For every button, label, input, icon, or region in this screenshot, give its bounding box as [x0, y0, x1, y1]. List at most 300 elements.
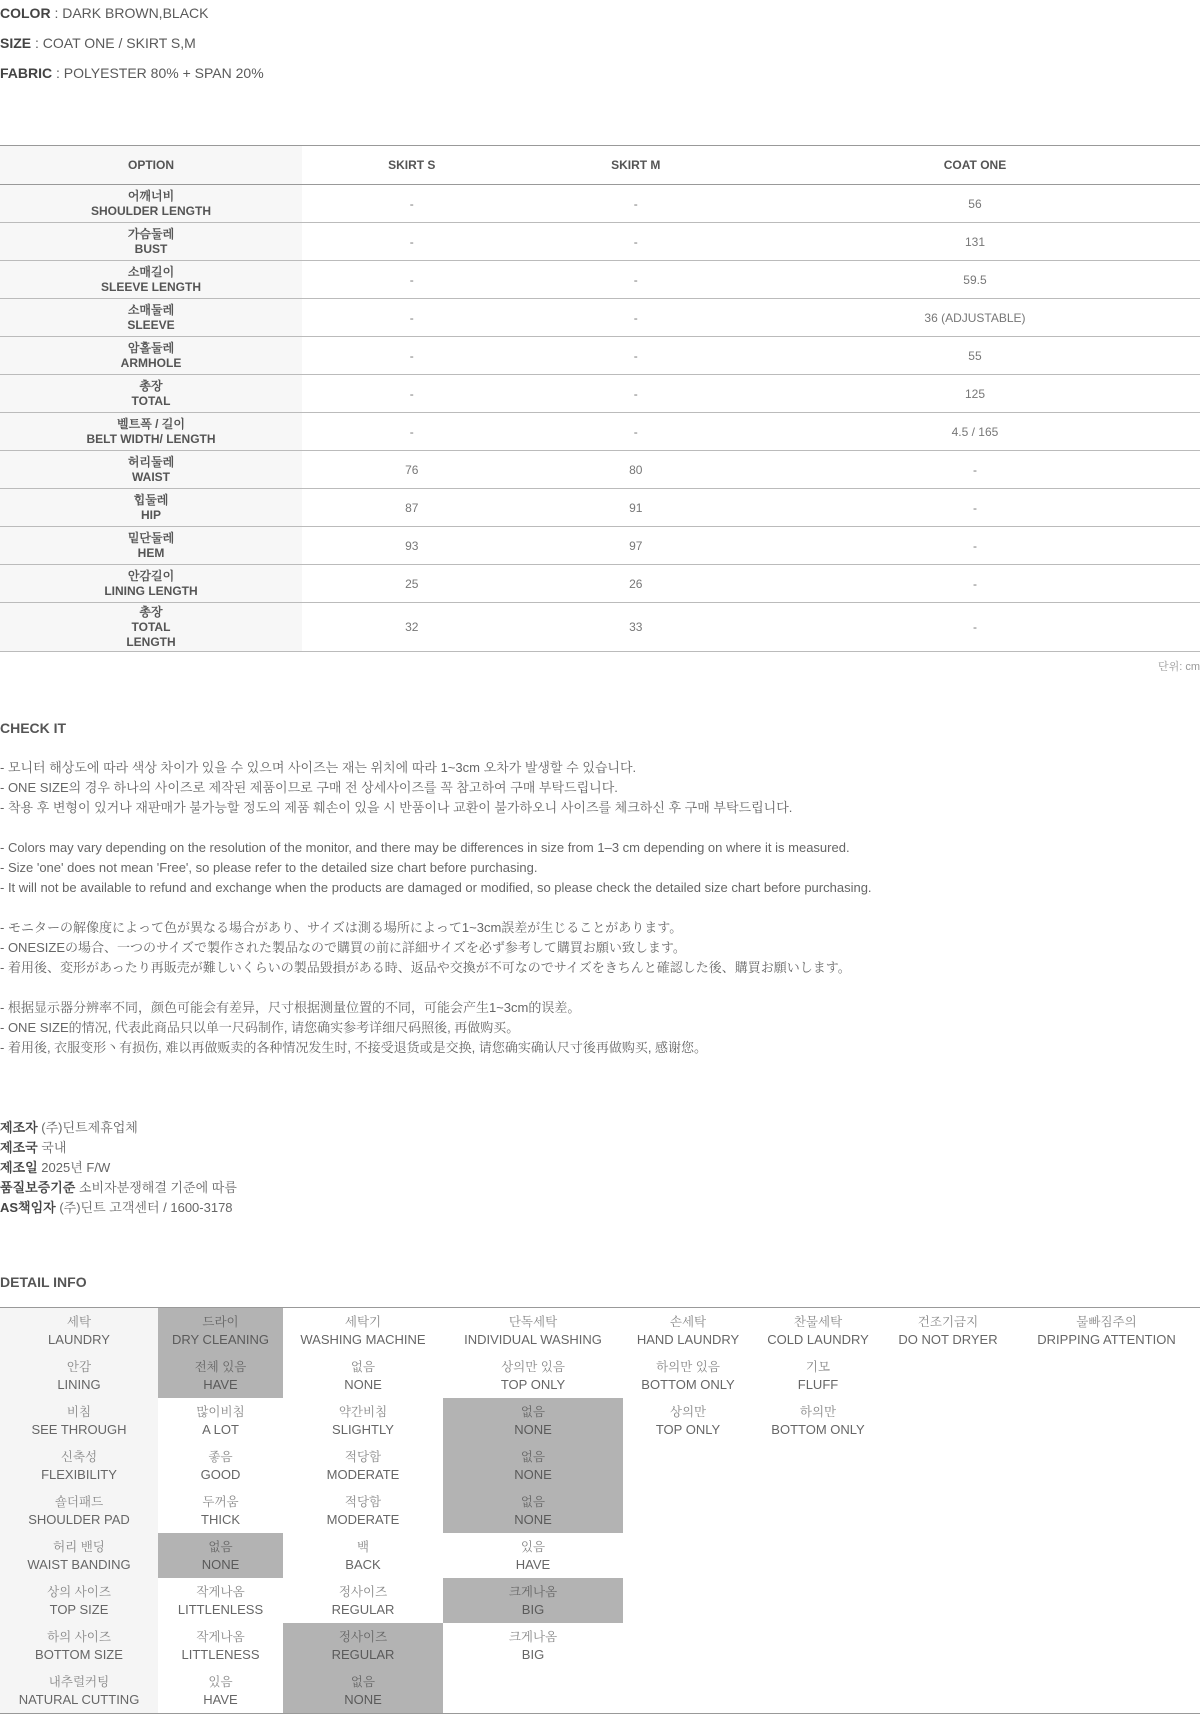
detail-option — [1013, 1488, 1200, 1533]
detail-option-en: MODERATE — [326, 1466, 400, 1482]
size-cell: - — [302, 413, 522, 451]
detail-option — [883, 1533, 1013, 1578]
size-cell: 76 — [302, 451, 522, 489]
detail-option — [623, 1533, 753, 1578]
check-line: - 着用後、変形があったり再販売が難しいくらいの製品毀損がある時、返品や交換が不可なのでサイズをきちんと確認した後、購買お願いします。 — [0, 960, 851, 975]
detail-option-ko: 건조기금지 — [917, 1314, 979, 1329]
detail-option-ko: 찬물세탁 — [793, 1314, 843, 1329]
detail-option — [1013, 1533, 1200, 1578]
size-row-label — [0, 185, 302, 223]
size-cell: 87 — [302, 489, 522, 527]
detail-option-ko: 하의만 있음 — [656, 1359, 720, 1374]
detail-row-label — [0, 1398, 158, 1443]
size-cell: - — [750, 565, 1200, 603]
detail-label-en: SHOULDER PAD — [28, 1511, 130, 1527]
size-cell: 4.5 / 165 — [750, 413, 1200, 451]
check-it-notes — [0, 758, 1200, 1078]
detail-option — [1013, 1623, 1200, 1668]
detail-label-ko: 안감 — [66, 1359, 92, 1374]
size-table — [0, 145, 1200, 652]
detail-option-ko: 없음 — [520, 1494, 546, 1509]
size-row-label — [0, 375, 302, 413]
manufacturer-label: 제조자 — [0, 1120, 38, 1135]
detail-option — [883, 1578, 1013, 1623]
size-label-en: LINING LENGTH — [104, 583, 198, 598]
size-label-ko: 힙둘레 — [133, 492, 169, 507]
spec-label: SIZE — [0, 35, 32, 51]
size-cell: - — [302, 185, 522, 223]
detail-option — [443, 1353, 623, 1398]
detail-option-ko: 백 — [356, 1539, 370, 1554]
size-cell: - — [522, 261, 750, 299]
size-label-en: TOTAL — [131, 393, 171, 408]
size-label-ko: 안감길이 — [127, 568, 175, 583]
size-cell: 26 — [522, 565, 750, 603]
detail-option — [283, 1353, 443, 1398]
detail-option-en: REGULAR — [331, 1601, 395, 1617]
detail-option — [443, 1308, 623, 1354]
detail-option-ko: 없음 — [350, 1674, 376, 1689]
size-cell: - — [522, 185, 750, 223]
check-line: - ONE SIZE의 경우 하나의 사이즈로 제작된 제품이므로 구매 전 상세사이즈를 꼭 참고하여 구매 부탁드립니다. — [0, 780, 618, 795]
detail-option — [1013, 1668, 1200, 1714]
size-cell: 25 — [302, 565, 522, 603]
size-label-en: TOTAL — [131, 619, 171, 634]
size-cell: 125 — [750, 375, 1200, 413]
detail-option — [753, 1533, 883, 1578]
size-label-ko: 소매길이 — [127, 264, 175, 279]
size-row-label — [0, 527, 302, 565]
size-cell: 33 — [522, 603, 750, 652]
detail-option-en: INDIVIDUAL WASHING — [464, 1331, 602, 1347]
size-label-en: BELT WIDTH/ LENGTH — [86, 431, 216, 446]
detail-option-ko: 정사이즈 — [338, 1584, 388, 1599]
check-group — [0, 918, 1200, 978]
detail-row — [0, 1578, 1200, 1623]
detail-option-en: NONE — [344, 1376, 382, 1392]
detail-option-en: DO NOT DRYER — [898, 1331, 998, 1347]
detail-option-en: BACK — [345, 1556, 381, 1572]
manufacturer-label: AS책임자 — [0, 1200, 56, 1215]
detail-option-ko: 있음 — [208, 1674, 233, 1689]
detail-option — [623, 1353, 753, 1398]
manufacturer-value: (주)딘트 고객센터 / 1600-3178 — [55, 1200, 233, 1215]
detail-option-ko: 있음 — [520, 1539, 546, 1554]
size-label-en: WAIST — [132, 469, 170, 484]
detail-option-ko: 좋음 — [208, 1449, 233, 1464]
detail-option-ko: 하의만 — [799, 1404, 837, 1419]
manufacturer-row — [0, 1178, 237, 1198]
manufacturer-info — [0, 1118, 237, 1218]
detail-option-ko: 크게나옴 — [508, 1584, 558, 1599]
detail-row — [0, 1398, 1200, 1443]
detail-option-ko: 정사이즈 — [338, 1629, 388, 1644]
detail-option-ko: 적당함 — [344, 1449, 382, 1464]
manufacturer-value: 소비자분쟁해결 기준에 따름 — [75, 1180, 237, 1195]
detail-option-en: DRY CLEANING — [171, 1331, 270, 1347]
detail-option — [623, 1398, 753, 1443]
detail-label-en: TOP SIZE — [49, 1601, 109, 1617]
detail-option — [283, 1398, 443, 1443]
size-cell: - — [750, 451, 1200, 489]
detail-option — [158, 1578, 283, 1623]
detail-option — [623, 1443, 753, 1488]
check-line: - モニターの解像度によって色が異なる場合があり、サイズは測る場所によって1~3cm誤差が生じることがあります。 — [0, 920, 683, 935]
detail-label-en: LINING — [57, 1376, 101, 1392]
detail-label-ko: 하의 사이즈 — [47, 1629, 111, 1644]
detail-option — [158, 1668, 283, 1714]
detail-option — [623, 1578, 753, 1623]
detail-option — [158, 1488, 283, 1533]
detail-option — [443, 1668, 623, 1714]
size-cell: 80 — [522, 451, 750, 489]
detail-option-ko: 많이비침 — [196, 1404, 245, 1419]
manufacturer-row — [0, 1118, 237, 1138]
size-cell: 55 — [750, 337, 1200, 375]
size-cell: 59.5 — [750, 261, 1200, 299]
check-line: - 着用後, 衣服变形丶有损伤, 难以再做贩卖的各种情况发生时, 不接受退货或是交换, 请您确实确认尺寸後再做购买, 感谢您。 — [0, 1040, 708, 1055]
detail-option-ko: 세탁기 — [344, 1314, 382, 1329]
manufacturer-label: 제조일 — [0, 1160, 38, 1175]
detail-option-ko: 크게나옴 — [508, 1629, 558, 1644]
detail-label-ko: 허리 밴딩 — [53, 1539, 105, 1554]
detail-option-ko: 약간비침 — [338, 1404, 388, 1419]
detail-row — [0, 1623, 1200, 1668]
size-label-ko: 암홀둘레 — [127, 340, 175, 355]
detail-row-label — [0, 1623, 158, 1668]
size-cell: 131 — [750, 223, 1200, 261]
detail-option-en: NONE — [514, 1421, 552, 1437]
detail-option-en: HAVE — [515, 1556, 551, 1572]
detail-option-en: BIG — [521, 1601, 545, 1617]
detail-option — [753, 1578, 883, 1623]
detail-option-ko: 전체 있음 — [194, 1359, 247, 1374]
detail-option-en: BOTTOM ONLY — [641, 1376, 735, 1392]
detail-option-en: A LOT — [202, 1421, 239, 1437]
detail-option — [158, 1443, 283, 1488]
manufacturer-value: 국내 — [37, 1140, 67, 1155]
detail-option-en: REGULAR — [331, 1646, 395, 1662]
spec-list — [0, 0, 1200, 90]
detail-label-ko: 세탁 — [66, 1314, 92, 1329]
size-cell: 36 (ADJUSTABLE) — [750, 299, 1200, 337]
detail-row-label — [0, 1533, 158, 1578]
size-row — [0, 565, 1200, 603]
detail-option-selected — [158, 1308, 283, 1354]
spec-label: FABRIC — [0, 65, 53, 81]
detail-label-en: SEE THROUGH — [31, 1421, 127, 1437]
detail-option-selected — [283, 1668, 443, 1714]
size-row — [0, 375, 1200, 413]
check-group — [0, 758, 1200, 818]
size-cell: - — [522, 299, 750, 337]
size-row-label — [0, 451, 302, 489]
size-cell: - — [302, 375, 522, 413]
size-cell: 93 — [302, 527, 522, 565]
detail-option-en: LITTLENLESS — [177, 1601, 264, 1617]
detail-option — [753, 1308, 883, 1354]
detail-option — [753, 1353, 883, 1398]
size-label-ko: 밑단둘레 — [127, 530, 175, 545]
size-cell: - — [302, 337, 522, 375]
size-cell: - — [302, 261, 522, 299]
detail-row — [0, 1668, 1200, 1714]
size-row-label — [0, 565, 302, 603]
header-option: OPTION — [0, 146, 302, 185]
unit-label: 단위: cm — [1157, 661, 1200, 673]
detail-option-en: SLIGHTLY — [332, 1421, 394, 1437]
detail-label-en: FLEXIBILITY — [41, 1466, 117, 1482]
detail-row — [0, 1533, 1200, 1578]
detail-label-en: BOTTOM SIZE — [35, 1646, 123, 1662]
detail-option-ko: 없음 — [520, 1449, 546, 1464]
detail-option-ko: 손세탁 — [669, 1314, 707, 1329]
size-cell: - — [522, 337, 750, 375]
detail-option — [1013, 1353, 1200, 1398]
size-table-header — [0, 146, 1200, 185]
size-row-label — [0, 337, 302, 375]
manufacturer-row — [0, 1198, 237, 1218]
detail-option-ko: 물빠짐주의 — [1076, 1314, 1137, 1329]
detail-option — [753, 1443, 883, 1488]
size-cell: 32 — [302, 603, 522, 652]
check-line: - 根据显示器分辨率不同，颜色可能会有差异，尺寸根据测量位置的不同，可能会产生1~3cm的误差。 — [0, 1000, 581, 1015]
detail-label-ko: 신축성 — [60, 1449, 98, 1464]
detail-option-en: NONE — [514, 1511, 552, 1527]
manufacturer-row — [0, 1158, 237, 1178]
detail-option — [1013, 1443, 1200, 1488]
check-line: - ONE SIZE的情况, 代表此商品只以单一尺码制作, 请您确实参考详细尺码照後, 再做购买。 — [0, 1020, 520, 1035]
size-cell: - — [750, 527, 1200, 565]
size-label-ko: 소매둘레 — [127, 302, 175, 317]
detail-option-en: GOOD — [200, 1466, 241, 1482]
size-label-ko: 허리둘레 — [127, 454, 175, 469]
size-row-label — [0, 261, 302, 299]
check-line: - Size 'one' does not mean 'Free', so please refer to the detailed size chart before purchasing. — [0, 860, 538, 875]
detail-option-en: HAND LAUNDRY — [636, 1331, 740, 1347]
size-label-en: HEM — [137, 545, 165, 560]
check-line: - It will not be available to refund and exchange when the products are damaged or modified, so please check the detailed size chart before purchasing. — [0, 880, 872, 895]
detail-option — [1013, 1308, 1200, 1354]
detail-option-ko: 드라이 — [202, 1314, 239, 1329]
detail-option-ko: 없음 — [208, 1539, 233, 1554]
size-label-en: HIP — [140, 507, 161, 522]
detail-row-label — [0, 1668, 158, 1714]
detail-row — [0, 1308, 1200, 1354]
detail-label-en: WAIST BANDING — [27, 1556, 131, 1572]
size-row — [0, 185, 1200, 223]
detail-option-ko: 작게나옴 — [196, 1584, 245, 1599]
detail-option-en: COLD LAUNDRY — [767, 1331, 869, 1347]
detail-option-ko: 없음 — [350, 1359, 376, 1374]
detail-label-ko: 숄더패드 — [54, 1494, 104, 1509]
detail-row-label — [0, 1488, 158, 1533]
manufacturer-value: (주)딘트제휴업체 — [37, 1120, 138, 1135]
detail-option — [753, 1668, 883, 1714]
detail-info-table — [0, 1307, 1200, 1714]
size-row-label — [0, 489, 302, 527]
detail-option-en: DRIPPING ATTENTION — [1037, 1331, 1176, 1347]
manufacturer-value: 2025년 F/W — [37, 1160, 111, 1175]
detail-option — [883, 1623, 1013, 1668]
detail-option-en: NONE — [201, 1556, 240, 1572]
detail-option-selected — [158, 1533, 283, 1578]
spec-value: : COAT ONE / SKIRT S,M — [31, 35, 196, 51]
detail-label-en: NATURAL CUTTING — [18, 1691, 140, 1707]
size-label-en: ARMHOLE — [120, 355, 182, 370]
header-coat-one: COAT ONE — [750, 146, 1200, 185]
detail-option-en: HAVE — [203, 1691, 238, 1707]
spec-value: : POLYESTER 80% + SPAN 20% — [52, 65, 264, 81]
spec-color — [0, 0, 1200, 30]
size-row — [0, 299, 1200, 337]
detail-option-selected — [283, 1623, 443, 1668]
detail-option-en: TOP ONLY — [500, 1376, 566, 1392]
size-row — [0, 413, 1200, 451]
detail-option-en: NONE — [344, 1691, 382, 1707]
detail-option-ko: 두꺼움 — [202, 1494, 239, 1509]
check-line: - Colors may vary depending on the resolution of the monitor, and there may be differences in size from 1–3 cm depending on where it is measured. — [0, 840, 850, 855]
detail-option — [753, 1623, 883, 1668]
size-row — [0, 451, 1200, 489]
detail-label-ko: 상의 사이즈 — [47, 1584, 111, 1599]
manufacturer-label: 제조국 — [0, 1140, 38, 1155]
detail-option-ko: 단독세탁 — [508, 1314, 558, 1329]
size-label-en: BUST — [134, 241, 168, 256]
detail-option — [1013, 1398, 1200, 1443]
detail-option — [883, 1488, 1013, 1533]
size-label-en: SLEEVE — [127, 317, 175, 332]
detail-option-en: HAVE — [203, 1376, 238, 1392]
detail-option — [883, 1668, 1013, 1714]
detail-option-en: THICK — [201, 1511, 240, 1527]
size-cell: 91 — [522, 489, 750, 527]
size-row — [0, 489, 1200, 527]
size-row — [0, 527, 1200, 565]
size-cell: - — [750, 603, 1200, 652]
detail-option — [623, 1488, 753, 1533]
detail-option — [443, 1533, 623, 1578]
detail-option-en: WASHING MACHINE — [300, 1331, 426, 1347]
detail-option-en: BIG — [521, 1646, 545, 1662]
header-skirt-s: SKIRT S — [302, 146, 522, 185]
detail-option — [158, 1398, 283, 1443]
size-cell: 56 — [750, 185, 1200, 223]
detail-option — [283, 1488, 443, 1533]
detail-option — [623, 1668, 753, 1714]
size-cell: - — [750, 489, 1200, 527]
size-row-label — [0, 413, 302, 451]
detail-option-en: TOP ONLY — [655, 1421, 721, 1437]
manufacturer-row — [0, 1138, 237, 1158]
detail-option-selected — [443, 1578, 623, 1623]
detail-row-label — [0, 1443, 158, 1488]
detail-option — [883, 1398, 1013, 1443]
check-group — [0, 838, 1200, 898]
size-cell: - — [522, 223, 750, 261]
size-cell: - — [302, 223, 522, 261]
detail-option — [753, 1488, 883, 1533]
detail-info-title: DETAIL INFO — [0, 1274, 87, 1290]
detail-option-ko: 없음 — [520, 1404, 546, 1419]
size-row-label — [0, 603, 302, 652]
size-label-en: SLEEVE LENGTH — [100, 279, 201, 294]
detail-option-en: BOTTOM ONLY — [771, 1421, 865, 1437]
size-label-ko: 총장 — [139, 604, 163, 619]
check-line: - 착용 후 변형이 있거나 재판매가 불가능할 정도의 제품 훼손이 있을 시 반품이나 교환이 불가하오니 사이즈를 체크하신 후 구매 부탁드립니다. — [0, 800, 793, 815]
spec-label: COLOR — [0, 5, 51, 21]
detail-option-selected — [158, 1353, 283, 1398]
detail-option — [883, 1308, 1013, 1354]
size-label-ko: 어깨너비 — [127, 188, 175, 203]
size-row — [0, 261, 1200, 299]
size-row — [0, 603, 1200, 652]
detail-option-ko: 상의만 있음 — [501, 1359, 565, 1374]
detail-option — [158, 1623, 283, 1668]
size-row — [0, 337, 1200, 375]
size-cell: - — [302, 299, 522, 337]
check-it-title: CHECK IT — [0, 720, 67, 736]
manufacturer-label: 품질보증기준 — [0, 1180, 76, 1195]
size-label-ko: 총장 — [139, 378, 163, 393]
detail-option — [283, 1308, 443, 1354]
detail-option-selected — [443, 1488, 623, 1533]
check-line: - ONESIZEの場合、一つのサイズで製作された製品なので購買の前に詳細サイズを必ず参考して購買お願い致します。 — [0, 940, 686, 955]
check-line: - 모니터 해상도에 따라 색상 차이가 있을 수 있으며 사이즈는 재는 위치에 따라 1~3cm 오차가 발생할 수 있습니다. — [0, 760, 637, 775]
size-cell: 97 — [522, 527, 750, 565]
detail-option — [623, 1308, 753, 1354]
size-cell: - — [522, 413, 750, 451]
size-label-en: SHOULDER LENGTH — [91, 203, 211, 218]
detail-row — [0, 1353, 1200, 1398]
detail-row-label — [0, 1353, 158, 1398]
detail-option-selected — [443, 1398, 623, 1443]
detail-row-label — [0, 1578, 158, 1623]
detail-row-label — [0, 1308, 158, 1354]
size-row-label — [0, 299, 302, 337]
detail-option — [753, 1398, 883, 1443]
header-skirt-m: SKIRT M — [522, 146, 750, 185]
detail-label-en: LAUNDRY — [48, 1331, 110, 1347]
size-label-ko: 벨트폭 / 길이 — [117, 416, 185, 431]
detail-option-ko: 적당함 — [344, 1494, 382, 1509]
detail-option-selected — [443, 1443, 623, 1488]
detail-option-en: FLUFF — [797, 1376, 839, 1392]
size-label-en2: LENGTH — [126, 634, 176, 649]
detail-option — [883, 1443, 1013, 1488]
size-row-label — [0, 223, 302, 261]
spec-size — [0, 30, 1200, 60]
detail-option-en: LITTLENESS — [181, 1646, 260, 1662]
detail-row — [0, 1488, 1200, 1533]
detail-option — [283, 1443, 443, 1488]
detail-option-ko: 기모 — [805, 1359, 831, 1374]
detail-option — [443, 1623, 623, 1668]
spec-fabric — [0, 60, 1200, 90]
detail-option-en: NONE — [514, 1466, 552, 1482]
detail-option — [283, 1578, 443, 1623]
check-group — [0, 998, 1200, 1058]
size-row — [0, 223, 1200, 261]
detail-option-ko: 상의만 — [669, 1404, 707, 1419]
detail-option-en: MODERATE — [326, 1511, 400, 1527]
detail-label-ko: 내추럴커팅 — [48, 1674, 110, 1689]
detail-label-ko: 비침 — [66, 1404, 92, 1419]
detail-option — [1013, 1578, 1200, 1623]
detail-option-ko: 작게나옴 — [196, 1629, 245, 1644]
size-cell: - — [522, 375, 750, 413]
detail-option — [883, 1353, 1013, 1398]
